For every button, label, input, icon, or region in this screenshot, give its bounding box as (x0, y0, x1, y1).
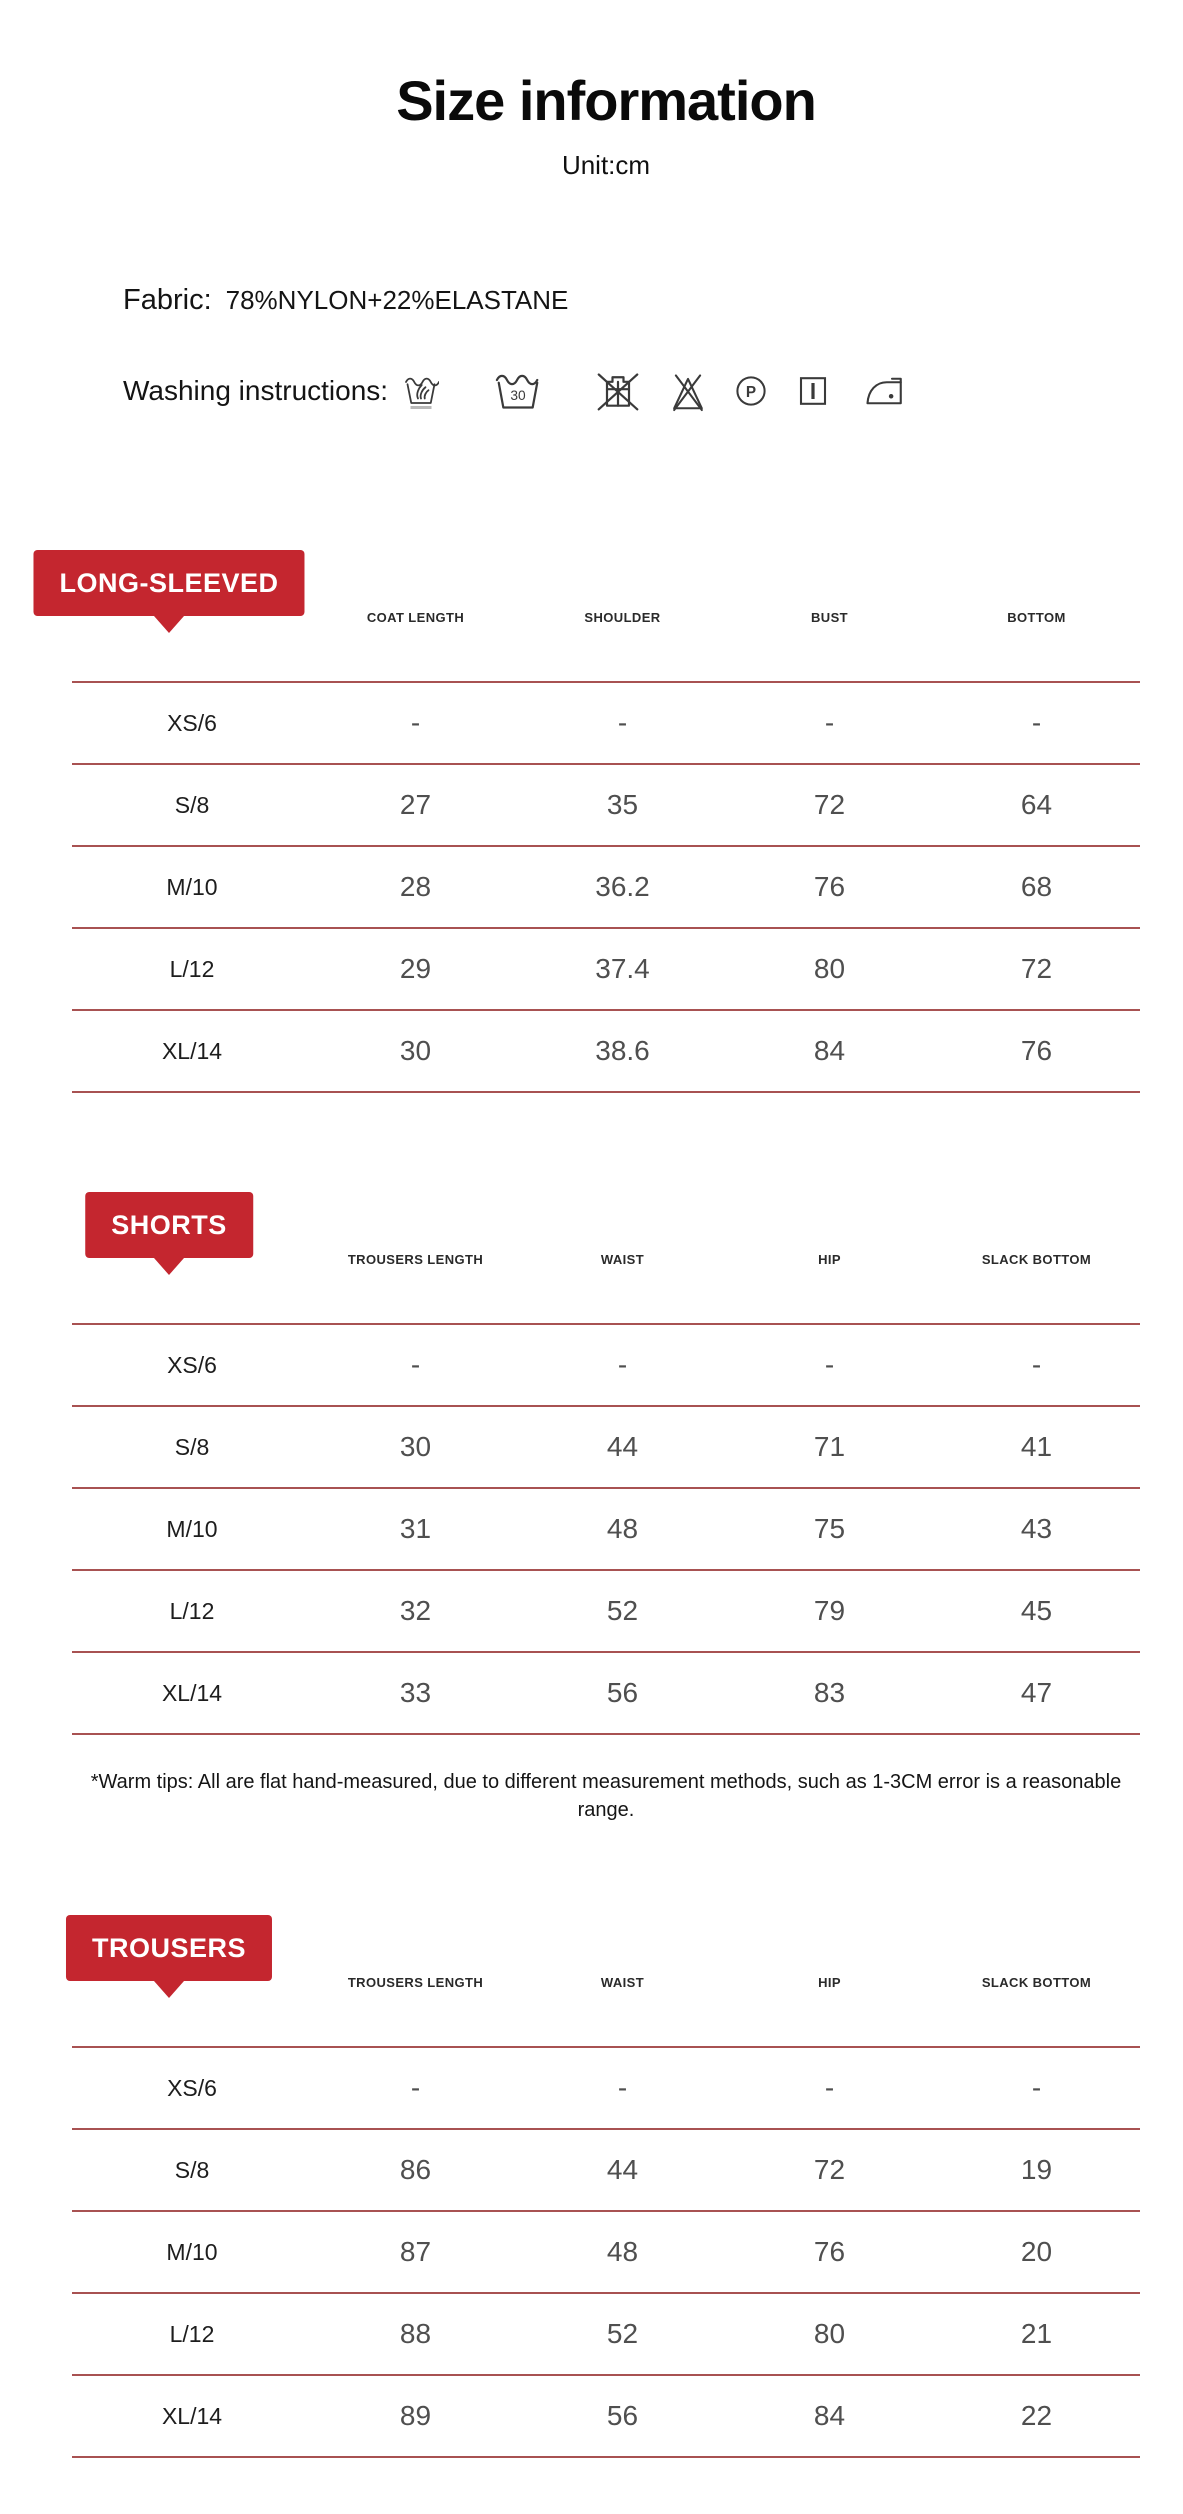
cell: 64 (1020, 789, 1053, 820)
cell: - (410, 707, 421, 738)
cell: 47 (1020, 1677, 1053, 1708)
cell: 45 (1020, 1595, 1053, 1626)
table-body (72, 681, 1140, 1093)
size-label: XS/6 (167, 709, 217, 736)
cell: 86 (399, 2154, 432, 2185)
drip-dry-icon (797, 371, 829, 411)
cell: 79 (813, 1595, 846, 1626)
size-label: L/12 (169, 2320, 215, 2347)
table-row (72, 1651, 1140, 1735)
column-header: HIP (818, 1975, 841, 1990)
iron-low-heat-icon (864, 371, 906, 411)
cell: 37.4 (595, 953, 650, 984)
table-row (72, 2128, 1140, 2210)
size-label: M/10 (166, 873, 218, 900)
warm-tips-note: *Warm tips: All are flat hand-measured, due to different measurement methods, such as 1-3CM error is a reasonable range. (90, 1771, 1122, 1821)
cell: - (617, 2072, 628, 2103)
column-header: SLACK BOTTOM (981, 1975, 1092, 1990)
size-label: S/8 (174, 1433, 210, 1460)
cell: 68 (1020, 871, 1053, 902)
cell: 71 (813, 1431, 846, 1462)
cell: 52 (606, 2318, 639, 2349)
column-header: SLACK BOTTOM (981, 1252, 1092, 1267)
cell: 72 (1020, 953, 1053, 984)
cell: 80 (813, 2318, 846, 2349)
size-label: L/12 (169, 1597, 215, 1624)
shorts-table (72, 1192, 1140, 1735)
table-body (72, 1323, 1140, 1735)
column-header: SHOULDER (584, 610, 661, 625)
cell: 75 (813, 1513, 846, 1544)
size-label: M/10 (166, 2238, 218, 2265)
cell: 44 (606, 2154, 639, 2185)
badge-shorts: SHORTS (85, 1192, 253, 1258)
badge-arrow-icon (154, 1258, 184, 1275)
size-label: XL/14 (161, 2402, 223, 2429)
fabric-value: 78%NYLON+22%ELASTANE (225, 285, 569, 315)
cell: 19 (1020, 2154, 1053, 2185)
column-header: COAT LENGTH (366, 610, 465, 625)
column-header: TROUSERS LENGTH (347, 1975, 484, 1990)
column-header: BOTTOM (1007, 610, 1066, 625)
cell: 21 (1020, 2318, 1053, 2349)
table-row (72, 1009, 1140, 1093)
cell: 30 (399, 1431, 432, 1462)
cell: 76 (1020, 1035, 1053, 1066)
cell: 83 (813, 1677, 846, 1708)
size-label: XL/14 (161, 1037, 223, 1064)
table-row (72, 2374, 1140, 2458)
column-header: WAIST (600, 1975, 645, 1990)
cell: 33 (399, 1677, 432, 1708)
table-row (72, 2210, 1140, 2292)
table-row (72, 1569, 1140, 1651)
cell: - (410, 1349, 421, 1380)
washing-instructions-label: Washing instructions: (123, 375, 389, 406)
cell: 84 (813, 1035, 846, 1066)
cell: 20 (1020, 2236, 1053, 2267)
cell: 43 (1020, 1513, 1053, 1544)
unit-label: Unit:cm (561, 150, 651, 180)
column-header: HIP (818, 1252, 841, 1267)
cell: 48 (606, 2236, 639, 2267)
do-not-bleach-icon (669, 369, 707, 413)
cell: 38.6 (595, 1035, 650, 1066)
cell: 84 (813, 2400, 846, 2431)
badge-arrow-icon (154, 616, 184, 633)
table-row (72, 927, 1140, 1009)
cell: 29 (399, 953, 432, 984)
cell: - (824, 2072, 835, 2103)
cell: 76 (813, 871, 846, 902)
cell: 52 (606, 1595, 639, 1626)
cell: 72 (813, 789, 846, 820)
table-row (72, 681, 1140, 763)
cell: - (410, 2072, 421, 2103)
trousers-table (72, 1915, 1140, 2458)
table-row (72, 2292, 1140, 2374)
cell: 56 (606, 1677, 639, 1708)
badge-arrow-icon (154, 1981, 184, 1998)
table-row (72, 845, 1140, 927)
cell: 48 (606, 1513, 639, 1544)
size-label: S/8 (174, 2156, 210, 2183)
cell: 32 (399, 1595, 432, 1626)
svg-text:30: 30 (510, 388, 526, 404)
cell: - (824, 707, 835, 738)
fabric-label: Fabric: (123, 284, 212, 316)
cell: - (1031, 2072, 1042, 2103)
table-row (72, 1405, 1140, 1487)
badge-trousers: TROUSERS (66, 1915, 272, 1981)
cell: 89 (399, 2400, 432, 2431)
do-not-wring-icon (595, 369, 641, 413)
badge-long-sleeved: LONG-SLEEVED (33, 550, 304, 616)
size-label: XS/6 (167, 1351, 217, 1378)
cell: 28 (399, 871, 432, 902)
cell: - (824, 1349, 835, 1380)
size-label: S/8 (174, 791, 210, 818)
table-row (72, 1487, 1140, 1569)
table-row (72, 763, 1140, 845)
cell: 27 (399, 789, 432, 820)
column-header: TROUSERS LENGTH (347, 1252, 484, 1267)
svg-text:P: P (745, 383, 757, 401)
cell: - (1031, 1349, 1042, 1380)
cell: 22 (1020, 2400, 1053, 2431)
cell: 36.2 (595, 871, 650, 902)
cell: 35 (606, 789, 639, 820)
cell: 80 (813, 953, 846, 984)
column-header: WAIST (600, 1252, 645, 1267)
cell: - (617, 1349, 628, 1380)
page-title: Size information (396, 69, 816, 132)
size-label: XS/6 (167, 2074, 217, 2101)
dry-clean-p-icon (734, 370, 768, 412)
fabric-row (123, 284, 1123, 317)
table-row (72, 2046, 1140, 2128)
washing-instructions-row (123, 368, 1163, 414)
size-label: XL/14 (161, 1679, 223, 1706)
cell: 41 (1020, 1431, 1053, 1462)
size-label: M/10 (166, 1515, 218, 1542)
size-label: L/12 (169, 955, 215, 982)
cell: - (1031, 707, 1042, 738)
cell: 76 (813, 2236, 846, 2267)
cell: 30 (399, 1035, 432, 1066)
table-body (72, 2046, 1140, 2458)
cell: 88 (399, 2318, 432, 2349)
long-sleeved-table (59, 550, 1140, 1093)
cell: 87 (399, 2236, 432, 2267)
cell: 44 (606, 1431, 639, 1462)
column-header: BUST (811, 610, 848, 625)
cell: 31 (399, 1513, 432, 1544)
cell: 56 (606, 2400, 639, 2431)
cell: - (617, 707, 628, 738)
cell: 72 (813, 2154, 846, 2185)
machine-wash-30-icon (494, 369, 542, 413)
hand-wash-icon (403, 368, 439, 414)
table-row (72, 1323, 1140, 1405)
